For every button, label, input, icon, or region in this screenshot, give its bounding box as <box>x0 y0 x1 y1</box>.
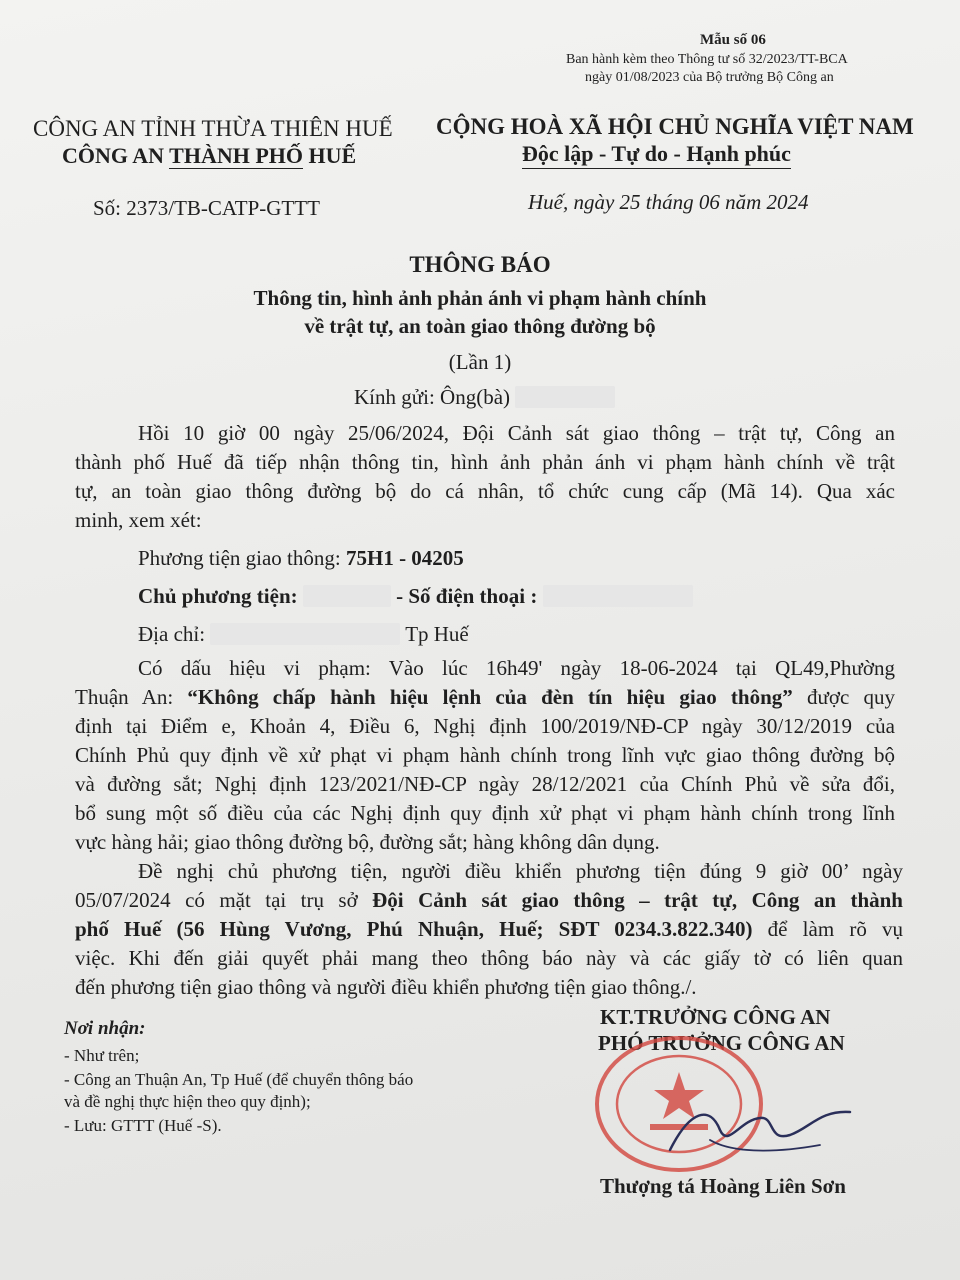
redacted-recipient-name <box>515 386 615 408</box>
violation-line-2-tail: được quy <box>792 685 895 709</box>
vehicle-plate: 75H1 - 04205 <box>345 546 464 570</box>
signatory-title-1: KT.TRƯỞNG CÔNG AN <box>600 1005 831 1029</box>
form-issuance-line-1: Ban hành kèm theo Thông tư số 32/2023/TT-BCA <box>566 52 848 67</box>
greeting-label: Kính gửi: Ông(bà) <box>354 385 511 409</box>
nation-name: CỘNG HOÀ XÃ HỘI CHỦ NGHĨA VIỆT NAM <box>436 114 914 139</box>
redacted-owner-name <box>303 585 391 607</box>
request-line-4: việc. Khi đến giải quyết phải mang theo thông báo này và các giấy tờ có liên quan <box>75 946 903 970</box>
issuing-organization-part-c: HUẾ <box>303 143 357 168</box>
request-line-1: Đề nghị chủ phương tiện, người điều khiển phương tiện đúng 9 giờ 00’ ngày <box>138 859 903 883</box>
notice-times: (Lần 1) <box>448 350 512 374</box>
recipient-item: - Lưu: GTTT (Huế -S). <box>64 1116 222 1135</box>
violation-description: “Không chấp hành hiệu lệnh của đèn tín hiệu giao thông” <box>187 685 793 709</box>
document-subtitle-2: về trật tự, an toàn giao thông đường bộ <box>304 314 656 338</box>
recipient-item: - Như trên; <box>64 1046 140 1065</box>
address-line <box>138 620 469 649</box>
recipient-item: và đề nghị thực hiện theo quy định); <box>64 1092 311 1111</box>
violation-line-4: Chính Phủ quy định về xử phạt vi phạm hành chính trong lĩnh vực giao thông đường bộ <box>75 743 895 767</box>
request-office: Đội Cảnh sát giao thông – trật tự, Công an thành <box>372 888 903 912</box>
recipients-title: Nơi nhận: <box>64 1018 146 1039</box>
national-motto: Độc lập - Tự do - Hạnh phúc <box>522 141 791 169</box>
request-line-3-tail: để làm rõ vụ <box>752 917 903 941</box>
owner-line <box>138 582 693 611</box>
violation-line-3: định tại Điểm e, Khoản 4, Điều 6, Nghị định 100/2019/NĐ-CP ngày 30/12/2019 của <box>75 714 895 738</box>
intro-line-1: Hồi 10 giờ 00 ngày 25/06/2024, Đội Cảnh sát giao thông – trật tự, Công an <box>138 421 895 445</box>
violation-line-7: vực hàng hải; giao thông đường bộ, đường sắt; hàng không dân dụng. <box>75 830 660 854</box>
redacted-phone <box>543 585 693 607</box>
document-title: THÔNG BÁO <box>409 252 551 277</box>
request-line-3 <box>75 915 903 944</box>
redacted-address <box>210 623 400 645</box>
violation-line-2 <box>75 683 895 712</box>
issuing-organization-part-a: CÔNG AN <box>62 143 170 168</box>
document-number: Số: 2373/TB-CATP-GTTT <box>93 196 320 220</box>
violation-line-5: và đường sắt; Nghị định 123/2021/NĐ-CP ngày 28/12/2021 của Chính Phủ về sửa đổi, <box>75 772 895 796</box>
signer-name: Thượng tá Hoàng Liên Sơn <box>600 1174 846 1198</box>
document-date: Huế, ngày 25 tháng 06 năm 2024 <box>528 190 809 214</box>
address-label: Địa chỉ: <box>138 622 211 646</box>
intro-line-2: thành phố Huế đã tiếp nhận thông tin, hình ảnh phản ánh vi phạm hành chính về trật <box>75 450 895 474</box>
violation-location-tail: Thuận An: <box>75 685 188 709</box>
handwritten-signature-icon <box>650 1090 870 1170</box>
form-issuance-line-2: ngày 01/08/2023 của Bộ trưởng Bộ Công an <box>585 70 834 85</box>
issuing-organization-part-b: THÀNH PHỐ <box>169 143 304 168</box>
recipient-item: - Công an Thuận An, Tp Huế (để chuyển thông báo <box>64 1070 414 1089</box>
parent-organization: CÔNG AN TỈNH THỪA THIÊN HUẾ <box>33 116 393 141</box>
violation-line-6: bổ sung một số điều của các Nghị định quy định xử phạt vi phạm hành chính trong lĩnh <box>75 801 895 825</box>
request-line-2 <box>75 886 903 915</box>
request-line-5: đến phương tiện giao thông và người điều khiển phương tiện giao thông./. <box>75 975 697 999</box>
owner-label: Chủ phương tiện: <box>138 584 303 608</box>
vehicle-label: Phương tiện giao thông: <box>138 546 346 570</box>
violation-line-1: Có dấu hiệu vi phạm: Vào lúc 16h49' ngày 18-06-2024 tại QL49,Phường <box>138 656 895 680</box>
intro-line-4: minh, xem xét: <box>75 508 202 532</box>
address-city: Tp Huế <box>405 622 469 646</box>
request-office-address: phố Huế (56 Hùng Vương, Phú Nhuận, Huế; SĐT 0234.3.822.340) <box>75 917 753 941</box>
issuing-organization <box>62 143 356 169</box>
signatory-title-2: PHÓ TRƯỞNG CÔNG AN <box>598 1031 845 1055</box>
greeting <box>354 385 615 410</box>
document-subtitle-1: Thông tin, hình ảnh phản ánh vi phạm hành chính <box>253 286 707 310</box>
vehicle-line <box>138 544 464 573</box>
phone-label: - Số điện thoại : <box>396 584 538 608</box>
form-code: Mẫu số 06 <box>700 32 766 48</box>
request-line-2-text: 05/07/2024 có mặt tại trụ sở <box>75 888 373 912</box>
intro-line-3: tự, an toàn giao thông đường bộ do cá nhân, tổ chức cung cấp (Mã 14). Qua xác <box>75 479 895 503</box>
